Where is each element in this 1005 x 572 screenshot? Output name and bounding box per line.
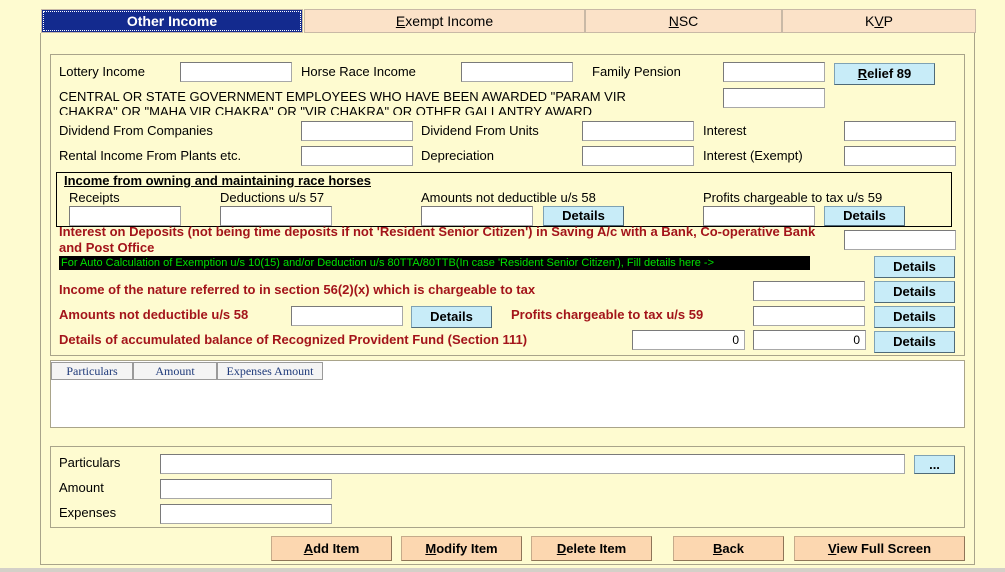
lottery-income-label: Lottery Income <box>59 64 145 79</box>
button-label: iew Full Screen <box>836 541 932 556</box>
deposits-details-button[interactable]: Details <box>874 256 955 278</box>
amount-label: Amount <box>59 480 104 495</box>
race-profits-59-input[interactable] <box>703 206 815 226</box>
tab-hotkey: V <box>874 13 884 29</box>
gallantry-award-input[interactable] <box>723 88 825 108</box>
button-label: elief 89 <box>867 66 912 81</box>
tab-hotkey: N <box>668 13 679 29</box>
depreciation-input[interactable] <box>582 146 694 166</box>
button-hotkey: A <box>303 541 314 556</box>
button-label: ack <box>722 541 745 556</box>
section-56-input[interactable] <box>753 281 865 301</box>
receipts-label: Receipts <box>69 190 120 205</box>
delete-item-button[interactable] <box>531 536 652 561</box>
amounts-not-deductible-58-input[interactable] <box>291 306 403 326</box>
button-hotkey: R <box>857 66 868 81</box>
profits-chargeable-59-label: Profits chargeable to tax u/s 59 <box>511 307 704 322</box>
button-hotkey: M <box>425 541 437 556</box>
button-hotkey: V <box>827 541 837 556</box>
tab-other-income[interactable] <box>41 9 303 33</box>
family-pension-label: Family Pension <box>592 64 681 79</box>
dividend-units-input[interactable] <box>582 121 694 141</box>
tab-kvp[interactable] <box>782 9 976 33</box>
auto-calc-hint: For Auto Calculation of Exemption u/s 10(15) and/or Deduction u/s 80TTA/80TTB(In case 'Resident Senior Citizen'), Fill details here -> <box>59 256 810 270</box>
race-not-deductible-details-button[interactable]: Details <box>543 206 624 226</box>
family-pension-input[interactable] <box>723 62 825 82</box>
tab-label: K <box>864 13 875 29</box>
provident-fund-111-label: Details of accumulated balance of Recognized Provident Fund (Section 111) <box>59 332 528 347</box>
interest-input[interactable] <box>844 121 956 141</box>
provident-fund-amount-1[interactable]: 0 <box>632 330 745 350</box>
tab-nsc[interactable] <box>585 9 782 33</box>
particulars-input[interactable] <box>160 454 905 474</box>
back-button[interactable] <box>673 536 784 561</box>
panel-divider <box>40 45 42 46</box>
provident-fund-details-button[interactable]: Details <box>874 331 955 353</box>
modify-item-button[interactable] <box>401 536 522 561</box>
deductions-57-label: Deductions u/s 57 <box>220 190 325 205</box>
button-hotkey: B <box>712 541 723 556</box>
interest-deposits-input[interactable] <box>844 230 956 250</box>
tab-label: Other Income <box>126 13 218 29</box>
view-full-screen-button[interactable] <box>794 536 965 561</box>
dividend-companies-label: Dividend From Companies <box>59 123 213 138</box>
tab-exempt-income[interactable] <box>304 9 585 33</box>
grid-column-amount[interactable]: Amount <box>133 362 217 380</box>
horse-race-income-label: Horse Race Income <box>301 64 416 79</box>
tab-label: xempt Income <box>405 13 494 29</box>
profits-chargeable-59-input[interactable] <box>753 306 865 326</box>
horse-race-income-input[interactable] <box>461 62 573 82</box>
tab-hotkey: E <box>395 13 406 29</box>
interest-exempt-label: Interest (Exempt) <box>703 148 803 163</box>
gallantry-award-label: CENTRAL OR STATE GOVERNMENT EMPLOYEES WHO HAVE BEEN AWARDED "PARAM VIR CHAKRA" OR "MAHA VIR CHAKRA" OR "VIR CHAKRA" OR OTHER GALLANTRY AWARD <box>59 89 626 115</box>
amounts-58-details-button[interactable]: Details <box>411 306 492 328</box>
interest-exempt-input[interactable] <box>844 146 956 166</box>
expenses-label: Expenses <box>59 505 117 520</box>
interest-deposits-label: Interest on Deposits (not being time deposits if not 'Resident Senior Citizen') in Saving A/c with a Bank, Co-operative Bank and Post Office <box>59 224 816 254</box>
race-not-deductible-58-label: Amounts not deductible u/s 58 <box>421 190 596 205</box>
race-profits-details-button[interactable]: Details <box>824 206 905 226</box>
dividend-units-label: Dividend From Units <box>421 123 539 138</box>
particulars-browse-button[interactable]: ... <box>914 455 955 474</box>
rental-income-input[interactable] <box>301 146 413 166</box>
tab-label: SC <box>678 13 699 29</box>
tab-label: P <box>883 13 894 29</box>
profits-59-details-button[interactable]: Details <box>874 306 955 328</box>
interest-label: Interest <box>703 123 747 138</box>
receipts-input[interactable] <box>69 206 181 226</box>
button-label: dd Item <box>313 541 360 556</box>
relief-89-button[interactable] <box>834 63 935 85</box>
grid-column-particulars[interactable]: Particulars <box>51 362 133 380</box>
lottery-income-input[interactable] <box>180 62 292 82</box>
provident-fund-amount-2[interactable]: 0 <box>753 330 866 350</box>
depreciation-label: Depreciation <box>421 148 494 163</box>
deductions-57-input[interactable] <box>220 206 332 226</box>
status-bar <box>0 568 1005 572</box>
particulars-label: Particulars <box>59 455 121 470</box>
dividend-companies-input[interactable] <box>301 121 413 141</box>
section-56-details-button[interactable]: Details <box>874 281 955 303</box>
grid-column-expenses-amount[interactable]: Expenses Amount <box>217 362 323 380</box>
rental-income-label: Rental Income From Plants etc. <box>59 148 242 163</box>
amount-input[interactable] <box>160 479 332 499</box>
section-56-label: Income of the nature referred to in section 56(2)(x) which is chargeable to tax <box>59 282 536 297</box>
button-hotkey: D <box>556 541 567 556</box>
expenses-input[interactable] <box>160 504 332 524</box>
race-not-deductible-58-input[interactable] <box>421 206 533 226</box>
race-horses-title: Income from owning and maintaining race horses <box>64 173 371 188</box>
button-label: odify Item <box>436 541 498 556</box>
button-label: elete Item <box>566 541 627 556</box>
add-item-button[interactable] <box>271 536 392 561</box>
race-profits-59-label: Profits chargeable to tax u/s 59 <box>703 190 883 205</box>
amounts-not-deductible-58-label: Amounts not deductible u/s 58 <box>59 307 249 322</box>
